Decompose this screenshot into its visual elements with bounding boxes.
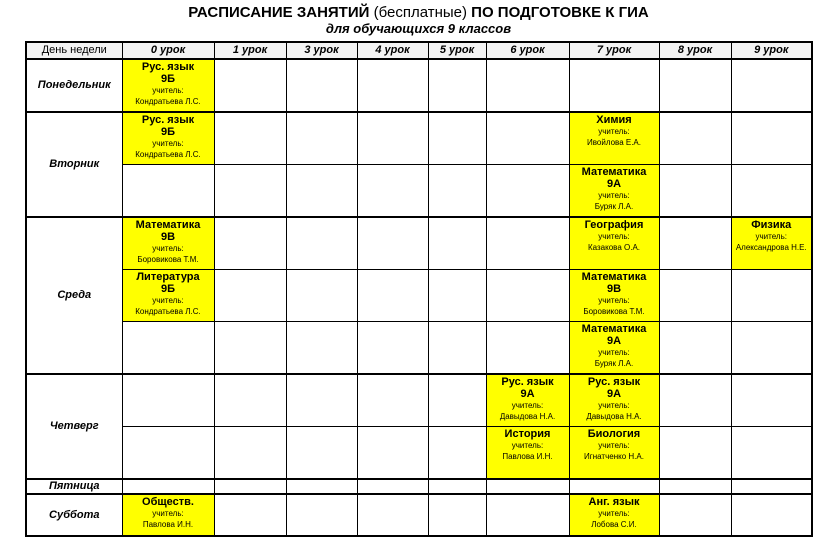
row-wednesday-1 [26, 217, 812, 270]
teacher-label: учитель: [511, 401, 544, 410]
empty-cell [286, 479, 357, 494]
lesson-cell [569, 270, 659, 322]
header-lesson-3: 3 урок [286, 42, 357, 59]
row-thursday-2 [26, 427, 812, 480]
empty-cell [428, 59, 486, 112]
subject-name: Математика [581, 271, 647, 283]
row-wednesday-2 [26, 270, 812, 322]
class-grade: 9Б [160, 73, 176, 85]
lesson-cell [569, 322, 659, 375]
empty-cell [731, 479, 812, 494]
lesson-cell [486, 374, 569, 427]
subject-name: Физика [751, 219, 792, 231]
empty-cell [286, 427, 357, 480]
class-grade: 9А [520, 388, 535, 400]
subject-name: Математика [581, 323, 647, 335]
empty-cell [659, 427, 731, 480]
subject-name: Рус. язык [501, 376, 554, 388]
header-lesson-7: 7 урок [569, 42, 659, 59]
empty-cell [286, 322, 357, 375]
teacher-label: учитель: [152, 296, 184, 305]
lesson-block [123, 113, 214, 160]
lesson-block [570, 165, 659, 212]
subject-name: Математика [135, 219, 201, 231]
empty-cell [286, 270, 357, 322]
subject-name: Математика [581, 166, 647, 178]
empty-cell [357, 59, 428, 112]
lesson-cell [569, 374, 659, 427]
lesson-block [487, 427, 569, 462]
header-day: День недели [26, 42, 122, 59]
empty-cell [357, 165, 428, 218]
row-saturday [26, 494, 812, 536]
day-friday: Пятница [26, 479, 122, 494]
class-grade: 9Б [160, 283, 176, 295]
lesson-block [570, 270, 659, 317]
lesson-block [570, 495, 659, 530]
empty-cell [731, 165, 812, 218]
day-tuesday: Вторник [26, 112, 122, 217]
lesson-block [570, 113, 659, 148]
empty-cell [122, 165, 214, 218]
empty-cell [214, 112, 286, 165]
teacher-name: Ивойлова Е.А. [587, 138, 641, 147]
teacher-name: Кондратьева Л.С. [135, 307, 201, 316]
teacher-label: учитель: [152, 244, 184, 253]
header-lesson-8: 8 урок [659, 42, 731, 59]
lesson-cell [569, 217, 659, 270]
teacher-name: Давыдова Н.А. [499, 412, 556, 421]
teacher-label: учитель: [598, 232, 630, 241]
subject-name: Литература [136, 271, 200, 283]
row-monday [26, 59, 812, 112]
lesson-block [570, 218, 659, 253]
teacher-name: Буряк Л.А. [594, 202, 634, 211]
header-lesson-4: 4 урок [357, 42, 428, 59]
lesson-block [570, 375, 659, 422]
header-lesson-0: 0 урок [122, 42, 214, 59]
lesson-cell [122, 112, 214, 165]
empty-cell [286, 165, 357, 218]
empty-cell [486, 479, 569, 494]
empty-cell [659, 217, 731, 270]
row-tuesday-2 [26, 165, 812, 218]
empty-cell [357, 112, 428, 165]
teacher-name: Павлова И.Н. [142, 520, 194, 529]
teacher-label: учитель: [152, 86, 184, 95]
empty-cell [214, 494, 286, 536]
empty-cell [731, 322, 812, 375]
empty-cell [286, 494, 357, 536]
empty-cell [731, 374, 812, 427]
subject-name: Рус. язык [141, 61, 195, 73]
empty-cell [731, 427, 812, 480]
page-title: РАСПИСАНИЕ ЗАНЯТИЙ (бесплатные) ПО ПОДГОТОВКЕ К ГИА [188, 4, 649, 21]
header-lesson-5: 5 урок [428, 42, 486, 59]
empty-cell [214, 270, 286, 322]
empty-cell [122, 322, 214, 375]
teacher-name: Игнатченко Н.А. [584, 452, 644, 461]
empty-cell [428, 165, 486, 218]
schedule-table [25, 41, 813, 537]
row-tuesday-1 [26, 112, 812, 165]
empty-cell [214, 427, 286, 480]
lesson-cell [569, 165, 659, 218]
page-subtitle: для обучающихся 9 классов [325, 21, 512, 36]
teacher-name: Боровикова Т.М. [137, 255, 199, 264]
empty-cell [659, 165, 731, 218]
empty-cell [357, 270, 428, 322]
empty-cell [214, 479, 286, 494]
teacher-label: учитель: [598, 509, 630, 518]
subject-name: Обществ. [142, 496, 194, 508]
row-wednesday-3 [26, 322, 812, 375]
lesson-block [487, 375, 569, 422]
empty-cell [214, 217, 286, 270]
lesson-cell [569, 112, 659, 165]
empty-cell [214, 374, 286, 427]
row-thursday-1 [26, 374, 812, 427]
day-thursday: Четверг [26, 374, 122, 479]
empty-cell [486, 217, 569, 270]
empty-cell [428, 427, 486, 480]
subject-name: Химия [596, 114, 632, 126]
empty-cell [214, 59, 286, 112]
teacher-name: Давыдова Н.А. [586, 412, 642, 421]
empty-cell [428, 479, 486, 494]
teacher-name: Кондратьева Л.С. [135, 97, 201, 106]
teacher-name: Павлова И.Н. [502, 452, 553, 461]
subject-name: Биология [587, 428, 641, 440]
teacher-label: учитель: [598, 348, 630, 357]
class-grade: 9А [606, 178, 622, 190]
lesson-block [570, 427, 659, 462]
empty-cell [731, 494, 812, 536]
empty-cell [428, 217, 486, 270]
empty-cell [428, 374, 486, 427]
empty-cell [731, 270, 812, 322]
empty-cell [357, 479, 428, 494]
empty-cell [659, 479, 731, 494]
teacher-label: учитель: [755, 232, 787, 241]
empty-cell [486, 59, 569, 112]
teacher-label: учитель: [598, 296, 630, 305]
empty-cell [486, 112, 569, 165]
subject-name: Рус. язык [587, 376, 641, 388]
empty-cell [122, 374, 214, 427]
teacher-name: Буряк Л.А. [594, 359, 634, 368]
empty-cell [486, 270, 569, 322]
empty-cell [659, 112, 731, 165]
lesson-cell [122, 270, 214, 322]
class-grade: 9В [160, 231, 176, 243]
class-grade: 9А [606, 335, 622, 347]
lesson-block [123, 60, 214, 107]
subject-name: География [584, 219, 644, 231]
empty-cell [569, 479, 659, 494]
lesson-block [732, 218, 812, 253]
subject-name: Анг. язык [588, 496, 640, 508]
subject-name: Рус. язык [141, 114, 195, 126]
empty-cell [286, 217, 357, 270]
teacher-label: учитель: [598, 127, 630, 136]
empty-cell [569, 59, 659, 112]
teacher-label: учитель: [152, 139, 184, 148]
empty-cell [659, 374, 731, 427]
lesson-cell [122, 59, 214, 112]
teacher-label: учитель: [152, 509, 184, 518]
empty-cell [659, 270, 731, 322]
empty-cell [659, 322, 731, 375]
lesson-cell [486, 427, 569, 480]
empty-cell [357, 374, 428, 427]
teacher-name: Казакова О.А. [587, 243, 640, 252]
header-lesson-1: 1 урок [214, 42, 286, 59]
subject-name: История [504, 428, 551, 440]
lesson-block [123, 270, 214, 317]
empty-cell [357, 217, 428, 270]
empty-cell [486, 494, 569, 536]
teacher-name: Кондратьева Л.С. [135, 150, 201, 159]
empty-cell [286, 59, 357, 112]
empty-cell [731, 59, 812, 112]
lesson-cell [731, 217, 812, 270]
header-row [26, 42, 812, 59]
lesson-cell [569, 494, 659, 536]
empty-cell [428, 112, 486, 165]
teacher-label: учитель: [598, 401, 630, 410]
empty-cell [428, 322, 486, 375]
row-friday [26, 479, 812, 494]
empty-cell [731, 112, 812, 165]
empty-cell [357, 427, 428, 480]
empty-cell [286, 112, 357, 165]
teacher-label: учитель: [598, 191, 630, 200]
empty-cell [214, 322, 286, 375]
lesson-cell [122, 494, 214, 536]
class-grade: 9Б [160, 126, 176, 138]
lesson-cell [569, 427, 659, 480]
empty-cell [286, 374, 357, 427]
day-wednesday: Среда [26, 217, 122, 374]
class-grade: 9А [606, 388, 622, 400]
lesson-block [123, 495, 214, 530]
empty-cell [357, 322, 428, 375]
header-lesson-9: 9 урок [731, 42, 812, 59]
teacher-label: учитель: [511, 441, 544, 450]
empty-cell [122, 479, 214, 494]
empty-cell [428, 270, 486, 322]
header-lesson-6: 6 урок [486, 42, 569, 59]
day-saturday: Суббота [26, 494, 122, 536]
teacher-name: Александрова Н.Е. [735, 243, 807, 252]
empty-cell [659, 494, 731, 536]
teacher-name: Боровикова Т.М. [583, 307, 645, 316]
teacher-label: учитель: [598, 441, 630, 450]
empty-cell [357, 494, 428, 536]
empty-cell [659, 59, 731, 112]
lesson-cell [122, 217, 214, 270]
lesson-block [123, 218, 214, 265]
empty-cell [486, 165, 569, 218]
empty-cell [214, 165, 286, 218]
lesson-block [570, 322, 659, 369]
class-grade: 9В [606, 283, 622, 295]
day-monday: Понедельник [26, 59, 122, 112]
empty-cell [122, 427, 214, 480]
teacher-name: Лобова С.И. [591, 520, 637, 529]
empty-cell [428, 494, 486, 536]
empty-cell [486, 322, 569, 375]
